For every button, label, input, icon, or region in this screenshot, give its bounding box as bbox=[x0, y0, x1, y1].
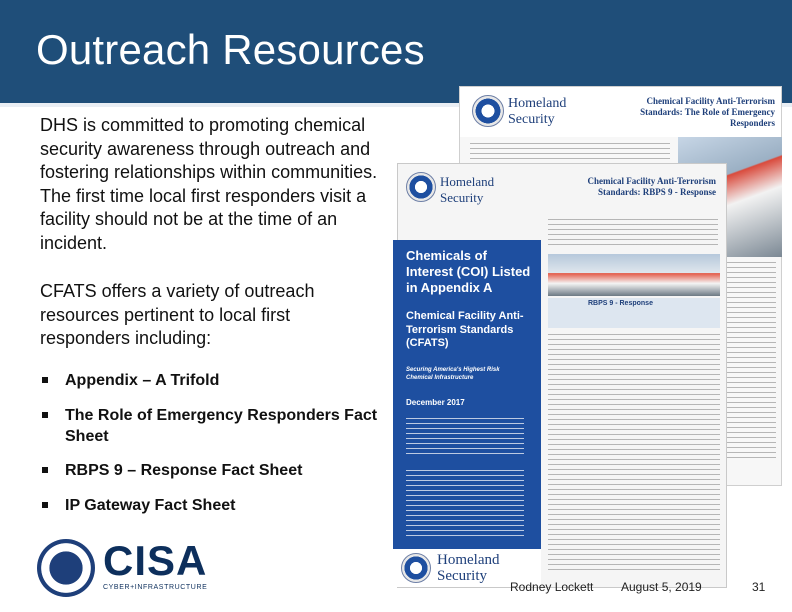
page-number: 31 bbox=[752, 580, 766, 594]
list-item bbox=[40, 405, 380, 447]
trifold-body-text bbox=[406, 418, 524, 458]
footer-author: Rodney Lockett bbox=[510, 580, 594, 594]
homeland-security-logo: Homeland Security bbox=[440, 174, 495, 205]
list-item-label: The Role of Emergency Responders Fact Sheet bbox=[65, 406, 378, 445]
list-item bbox=[40, 370, 380, 391]
rbps-callout-title: RBPS 9 - Response bbox=[588, 300, 653, 307]
dhs-seal-logo bbox=[37, 539, 95, 597]
dhs-seal-icon bbox=[406, 172, 436, 202]
dhs-seal-icon bbox=[472, 95, 504, 127]
bullet-square-icon bbox=[42, 502, 48, 508]
trifold-subheading: Chemical Facility Anti-Terrorism Standards (CFATS) bbox=[406, 310, 524, 349]
brochure-header bbox=[460, 87, 781, 137]
resource-list bbox=[40, 370, 380, 529]
footer-date: August 5, 2019 bbox=[621, 580, 702, 594]
bullet-square-icon bbox=[42, 377, 48, 383]
list-item-label: RBPS 9 – Response Fact Sheet bbox=[65, 462, 303, 479]
offerings-paragraph: CFATS offers a variety of outreach resources pertinent to local first responders including: bbox=[40, 281, 315, 348]
list-item bbox=[40, 460, 380, 481]
brochure-title: Chemical Facility Anti-Terrorism Standards: RBPS 9 - Response bbox=[587, 176, 716, 197]
cisa-subtitle: CYBER+INFRASTRUCTURE bbox=[103, 584, 208, 591]
bullet-square-icon bbox=[42, 412, 48, 418]
trifold-heading: Chemicals of Interest (COI) Listed in Appendix A bbox=[406, 248, 531, 295]
brochure-appendix-a bbox=[393, 240, 541, 587]
slide-title: Outreach Resources bbox=[36, 26, 425, 73]
body-text-block bbox=[548, 334, 720, 574]
bullet-square-icon bbox=[42, 467, 48, 473]
intro-paragraph: DHS is committed to promoting chemical security awareness through outreach and fostering relationships within communities. The first time local first responders visit a facility should not be at the time of an incident. bbox=[40, 115, 378, 253]
trifold-tagline: Securing America's Highest Risk Chemical Infrastructure bbox=[406, 367, 500, 381]
homeland-security-logo: Homeland Security bbox=[508, 96, 567, 127]
brochure-title: Chemical Facility Anti-Terrorism Standards: The Role of Emergency Responders bbox=[640, 96, 775, 128]
trifold-date: December 2017 bbox=[406, 398, 465, 407]
trifold-disclaimer-text bbox=[406, 470, 524, 540]
list-item-label: IP Gateway Fact Sheet bbox=[65, 496, 236, 514]
dhs-seal-icon bbox=[401, 553, 431, 583]
cisa-logo bbox=[103, 537, 208, 591]
body-text-block bbox=[548, 219, 718, 249]
list-item-label: Appendix – A Trifold bbox=[65, 372, 220, 389]
cisa-wordmark: CISA bbox=[103, 537, 208, 584]
homeland-security-logo: Homeland Security bbox=[437, 552, 500, 584]
fire-engine-photo bbox=[548, 254, 720, 296]
list-item bbox=[40, 495, 380, 516]
rbps-callout bbox=[548, 298, 720, 328]
